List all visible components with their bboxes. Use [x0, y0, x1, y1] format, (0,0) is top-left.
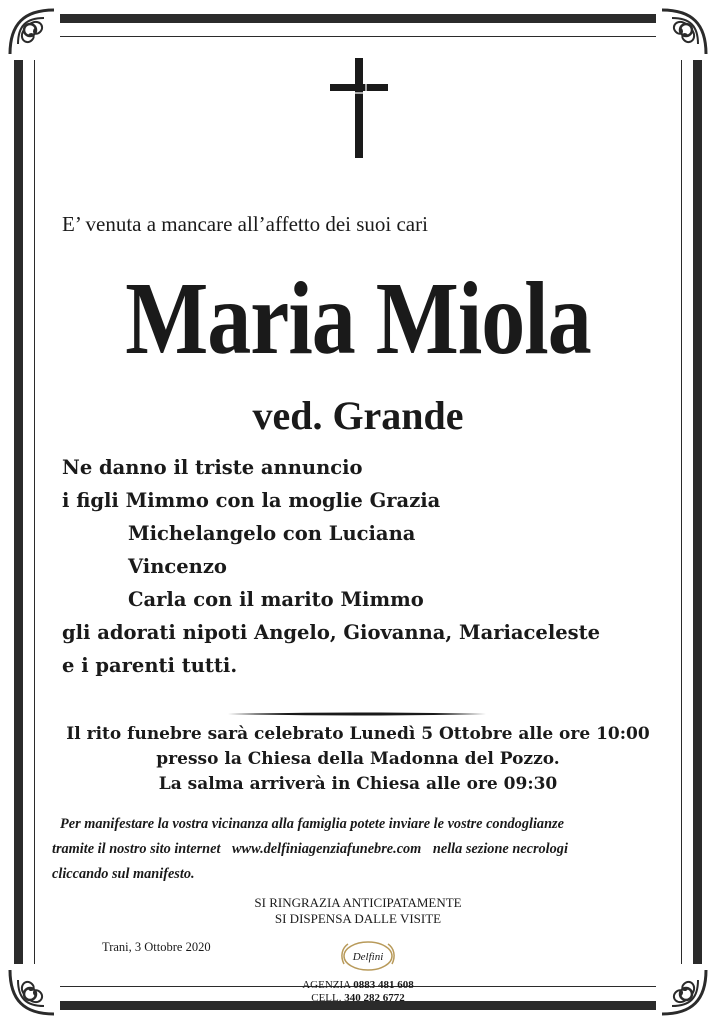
family-line: i figli Mimmo con la moglie Grazia: [62, 489, 441, 512]
agency-phone-line: [0, 979, 716, 991]
cell-phone: 340 282 6772: [344, 992, 405, 1004]
family-line: Carla con il marito Mimmo: [128, 588, 424, 611]
condolence-note-line: [52, 841, 568, 858]
intro-text: E’ venuta a mancare all’affetto dei suoi cari: [62, 212, 428, 236]
condolence-note-line: Per manifestare la vostra vicinanza alla famiglia potete inviare le vostre condoglianze: [60, 816, 564, 832]
condolence-note-text: tramite il nostro sito internet: [52, 841, 221, 857]
ceremony-line: presso la Chiesa della Madonna del Pozzo.: [156, 749, 560, 769]
deceased-name: Maria Miola: [125, 262, 591, 377]
family-line: Ne danno il triste annuncio: [62, 456, 363, 479]
agency-label: AGENZIA: [302, 979, 351, 991]
cell-phone-line: [0, 992, 716, 1004]
agency-logo: [332, 938, 404, 974]
family-line: Michelangelo con Luciana: [128, 522, 416, 545]
condolence-note-line: cliccando sul manifesto.: [52, 866, 195, 882]
cell-label: CELL.: [311, 992, 342, 1004]
place-date: Trani, 3 Ottobre 2020: [102, 940, 211, 954]
cross-icon: [328, 56, 390, 160]
ceremony-line: La salma arriverà in Chiesa alle ore 09:30: [158, 774, 558, 794]
corner-ornament-icon: [4, 4, 60, 60]
agency-phone: 0883 481 608: [353, 979, 414, 991]
visits-line: SI DISPENSA DALLE VISITE: [274, 911, 442, 926]
thanks-line: SI RINGRAZIA ANTICIPATAMENTE: [254, 895, 462, 910]
family-line: e i parenti tutti.: [62, 654, 238, 677]
family-line: gli adorati nipoti Angelo, Giovanna, Mariaceleste: [62, 621, 601, 644]
logo-text: Delfini: [352, 951, 384, 963]
corner-ornament-icon: [656, 4, 712, 60]
condolence-note-text: nella sezione necrologi: [432, 841, 568, 857]
family-line: Vincenzo: [128, 555, 227, 578]
divider-line: [228, 701, 486, 705]
ceremony-line: Il rito funebre sarà celebrato Lunedì 5 Ottobre alle ore 10:00: [66, 724, 650, 744]
website-link[interactable]: www.delfiniagenziafunebre.com: [232, 841, 422, 857]
maiden-name: ved. Grande: [252, 393, 464, 438]
